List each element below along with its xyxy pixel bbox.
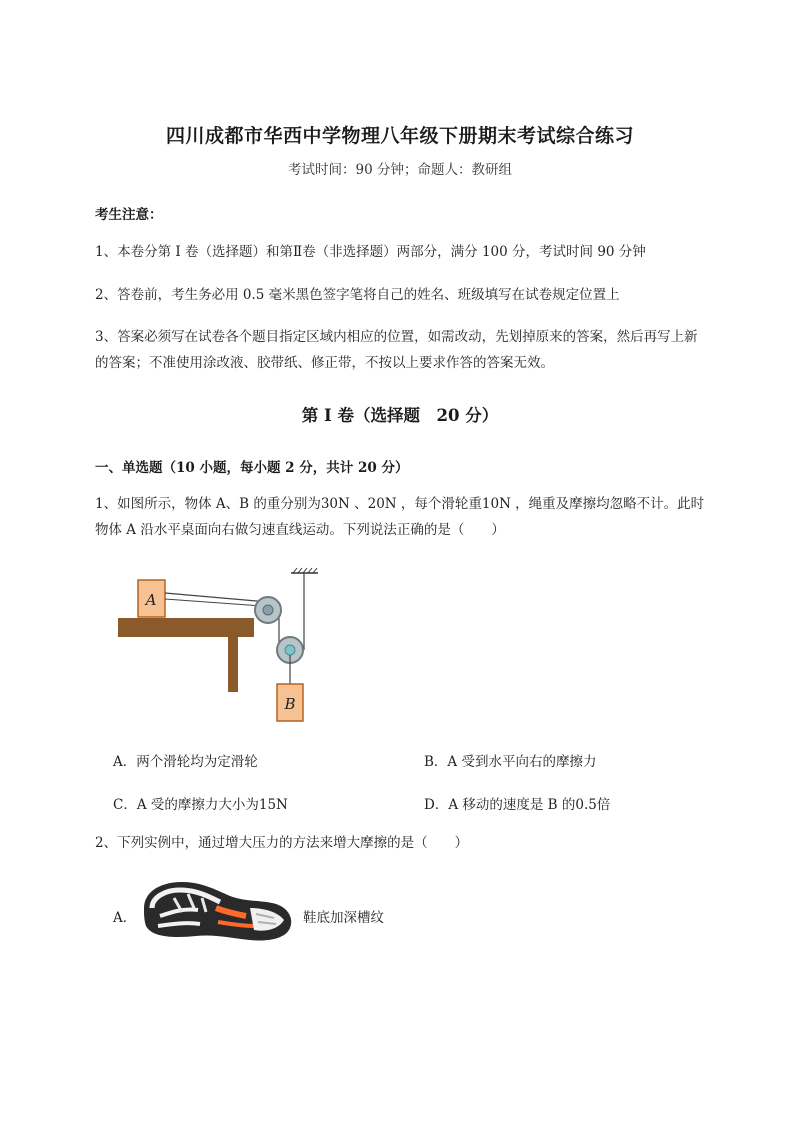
exam-title: 四川成都市华西中学物理八年级下册期末考试综合练习 <box>165 125 634 147</box>
q1-option-c[interactable]: C．A 受的摩擦力大小为15N <box>113 797 288 813</box>
rope-horizontal <box>165 593 268 602</box>
q2-option-a-letter[interactable]: A． <box>113 910 137 926</box>
notice-item-3: 3、答案必须写在试卷各个题目指定区域内相应的位置，如需改动，先划掉原来的答案，然后再写上新 <box>95 329 698 345</box>
part-heading: 一、单选题（10 小题，每小题 2 分，共计 20 分） <box>95 460 409 476</box>
notice-heading: 考生注意： <box>95 207 163 223</box>
question-1-stem-cont: 物体 A 沿水平桌面向右做匀速直线运动。下列说法正确的是（ ） <box>95 522 505 538</box>
table-top <box>118 618 254 637</box>
q2-option-a-text: 鞋底加深槽纹 <box>303 910 384 926</box>
q1-option-a[interactable]: A．两个滑轮均为定滑轮 <box>113 754 258 770</box>
shoe-sole-image <box>138 878 296 946</box>
q1-option-b[interactable]: B．A 受到水平向右的摩擦力 <box>424 754 597 770</box>
pulley-figure <box>110 560 330 730</box>
question-1-stem: 1、如图所示，物体 A、B 的重分别为30N 、20N ，每个滑轮重10N ，绳重及摩擦均忽略不计。此时 <box>95 496 705 512</box>
block-b-label: B <box>284 695 296 713</box>
q1-option-d[interactable]: D．A 移动的速度是 B 的0.5倍 <box>424 797 611 813</box>
notice-item-3-cont: 的答案；不准使用涂改液、胶带纸、修正带，不按以上要求作答的答案无效。 <box>95 355 554 371</box>
section-title: 第 I 卷（选择题 20 分） <box>301 406 499 425</box>
notice-item-2: 2、答卷前，考生务必用 0.5 毫米黑色签字笔将自己的姓名、班级填写在试卷规定位置上 <box>95 287 620 303</box>
notice-item-1: 1、本卷分第 I 卷（选择题）和第Ⅱ卷（非选择题）两部分，满分 100 分，考试时间 90 分钟 <box>95 244 646 260</box>
exam-subtitle: 考试时间：90 分钟；命题人：教研组 <box>288 162 512 178</box>
table-leg <box>228 636 238 692</box>
question-2-stem: 2、下列实例中，通过增大压力的方法来增大摩擦的是（ ） <box>95 835 469 851</box>
block-a-label: A <box>145 591 157 609</box>
